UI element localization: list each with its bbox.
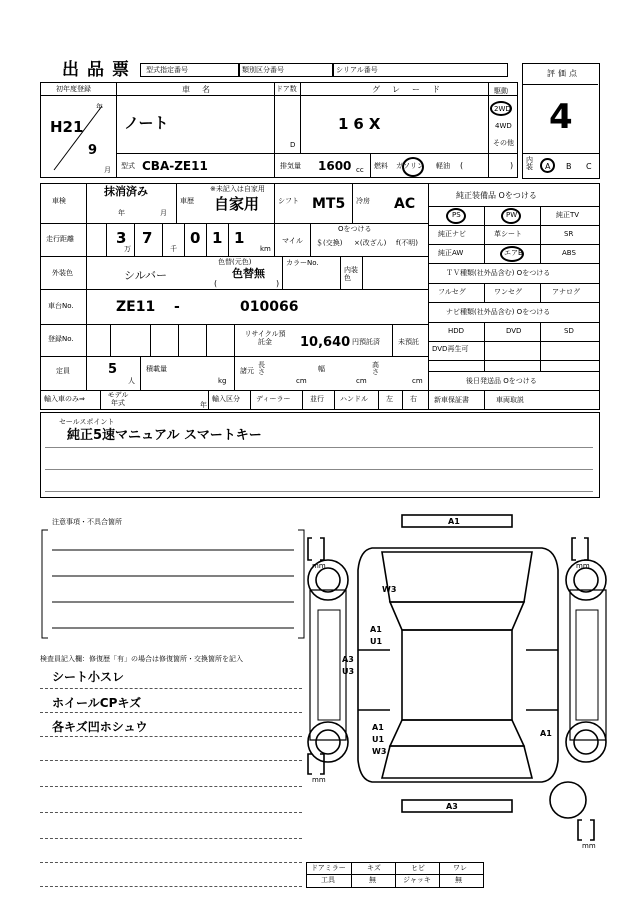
legend-tools-value: 無 (369, 876, 376, 884)
tv-type-title: ＴＶ種類(社外品含む) Oをつける (446, 269, 551, 277)
model-year-label: モデル年式 (107, 391, 129, 407)
mark-front-bumper: A1 (448, 517, 460, 526)
grade-value: 16X (338, 115, 386, 133)
dvd-playback-label: DVD再生可 (432, 345, 469, 353)
recycle-unpaid: 未預託 (398, 338, 419, 346)
fuel-diesel: 軽油 (436, 162, 450, 170)
type-designation-box (140, 63, 240, 77)
model-value: CBA-ZE11 (142, 159, 208, 173)
car-diagram (300, 510, 620, 880)
note-line-1: シート小スレ (52, 670, 125, 684)
history-note: ※未記入は自家用 (210, 185, 265, 193)
tv-analog: アナログ (552, 288, 580, 296)
mileage-digit-2: 7 (142, 229, 153, 247)
door-label: ドア数 (276, 85, 297, 93)
import-type-dealer: ディーラー (256, 395, 291, 403)
drive-label: 駆動 (494, 87, 508, 95)
legend-tools: 工具 (321, 876, 335, 884)
first-reg-year: H21 (50, 118, 84, 136)
rating-label: 評価点 (547, 69, 580, 78)
first-reg-month: 9 (88, 143, 98, 158)
dim-length-unit: cm (296, 377, 307, 385)
mileage-unit-man: 万 (124, 245, 131, 253)
mile-option-exchange: ＄(交換) (316, 239, 343, 247)
fuel-label: 燃料 (374, 162, 388, 170)
mile-label: マイル (282, 237, 303, 245)
sales-point-label: セールスポイント (59, 418, 115, 426)
load-label: 積載量 (146, 365, 167, 373)
serial-number-box (332, 63, 508, 77)
legend-scratch: キズ (367, 864, 381, 872)
equip-tv: 純正TV (556, 211, 580, 219)
chassis-prefix: ZE11 (116, 299, 156, 315)
equip-sr: SR (564, 230, 574, 238)
dim-length: 長さ (258, 361, 265, 376)
year-unit: 年 (96, 103, 103, 111)
ac-value: AC (394, 196, 416, 212)
import-type-parallel: 並行 (310, 395, 324, 403)
mark-rear-a1: A1 (372, 723, 384, 732)
car-name-label: 車 名 (182, 85, 212, 94)
mileage-label: 走行距離 (46, 235, 74, 243)
interior-grade-c: C (586, 162, 592, 171)
navi-dvd: DVD (506, 327, 522, 335)
inspection-value: 抹消済み (104, 185, 148, 198)
exterior-label: 外装色 (52, 269, 73, 277)
inspector-label: 検査員記入欄：修復歴「有」の場合は修復箇所・交換箇所を記入 (40, 655, 243, 663)
mark-side-u3: U3 (342, 667, 355, 676)
caution-bracket (40, 528, 310, 644)
import-label: 輸入車のみ⇒ (44, 395, 85, 403)
model-year-unit: 年 (200, 401, 207, 409)
interior-color-label: 内装色 (344, 266, 358, 283)
shift-value: MT5 (312, 196, 346, 212)
mark-rear-w3: W3 (372, 747, 387, 756)
capacity-unit: 人 (128, 377, 135, 385)
mm-rear-left: mm (312, 776, 326, 784)
interior-grade-a: A (545, 162, 551, 171)
form-title: 出品票 (62, 60, 137, 80)
tv-oneseg: ワンセグ (494, 288, 522, 296)
recycle-unit: 円預託済 (352, 338, 380, 346)
car-name: ノート (124, 114, 169, 132)
drive-other: その他 (493, 139, 514, 147)
sales-point-section (40, 412, 600, 498)
equip-aw: 純正AW (438, 249, 464, 257)
mark-door-u1: U1 (370, 637, 383, 646)
inspection-label: 車検 (52, 197, 66, 205)
mark-rear-u1: U1 (372, 735, 385, 744)
dims-label: 諸元 (240, 367, 254, 375)
displacement-value: 1600 (318, 159, 352, 173)
fuel-gasoline: ガソリン (396, 162, 424, 170)
tv-fullseg: フルセグ (438, 288, 466, 296)
capacity-value: 5 (108, 362, 118, 377)
mileage-unit-km: km (260, 245, 271, 253)
chassis-number: 010066 (240, 299, 299, 315)
mm-front-right: mm (576, 562, 590, 570)
color-no-label: カラーNo. (286, 259, 319, 267)
fuel-circle (402, 157, 424, 177)
handle-label: ハンドル (340, 395, 368, 403)
inspection-month-unit: 月 (160, 209, 167, 217)
chassis-dash: - (174, 299, 180, 315)
equip-pw: PW (506, 211, 518, 219)
genuine-equipment-title: 純正装備品 Oをつける (456, 191, 537, 200)
mile-option-tampered: ×(改ざん) (354, 239, 387, 247)
later-manual: 車両取説 (496, 396, 524, 404)
mm-spare: mm (582, 842, 596, 850)
model-label: 型式 (121, 162, 135, 170)
type-designation-label: 型式指定番号 (146, 66, 188, 74)
ac-label: 冷房 (356, 197, 370, 205)
navi-sd: SD (564, 327, 574, 335)
mark-hood-left: W3 (382, 585, 397, 594)
legend-jack-value: 無 (455, 876, 462, 884)
interior-label: 内装 (526, 156, 533, 171)
drive-2wd-circle (490, 101, 512, 116)
handle-right: 右 (410, 395, 417, 403)
repaint-value: 色替無 (232, 267, 265, 280)
legend-mirror: ドアミラー (311, 864, 346, 872)
capacity-label: 定員 (56, 367, 70, 375)
mileage-digit-4: 1 (212, 229, 223, 247)
equip-pw-circle (501, 208, 521, 224)
inspection-year-unit: 年 (118, 209, 125, 217)
drive-2wd: 2WD (494, 105, 511, 113)
equip-ps-circle (446, 208, 466, 224)
interior-grade-b: B (566, 162, 572, 171)
equip-navi: 純正ナビ (438, 230, 466, 238)
chassis-label: 車台No. (48, 302, 74, 310)
handle-left: 左 (386, 395, 393, 403)
import-type-label: 輸入区分 (212, 395, 240, 403)
mile-note: Oをつける (338, 225, 372, 233)
later-items-title: 後日発送品 Oをつける (466, 377, 537, 385)
class-number-label: 類別区分番号 (242, 66, 284, 74)
note-line-3: 各キズ凹ホシュウ (52, 720, 148, 734)
exterior-value: シルバー (124, 269, 167, 282)
recycle-label: リサイクル預託金 (244, 330, 286, 347)
class-number-box (238, 63, 334, 77)
mark-side-a3: A3 (342, 655, 354, 664)
note-line-2: ホイールCPキズ (52, 696, 142, 710)
navi-type-title: ナビ種類(社外品含む) Oをつける (446, 308, 551, 316)
serial-number-label: シリアル番号 (336, 66, 378, 74)
mark-door-a1: A1 (370, 625, 382, 634)
displacement-label: 排気量 (280, 162, 301, 170)
dim-width-unit: cm (356, 377, 367, 385)
mile-option-unknown: f(不明) (396, 239, 418, 247)
equip-airbag-circle (500, 246, 524, 262)
mileage-unit-sen: 千 (170, 245, 177, 253)
legend-table (306, 862, 484, 888)
reg-no-label: 登録No. (48, 335, 74, 343)
equip-ps: PS (452, 211, 461, 219)
legend-jack: ジャッキ (403, 876, 431, 884)
later-warranty: 新車保証書 (434, 396, 469, 404)
month-unit: 月 (104, 166, 111, 174)
recycle-value: 10,640 (300, 335, 351, 350)
grade-label: グ レ ー ド (372, 85, 442, 94)
mileage-digit-5: 1 (234, 229, 245, 247)
dim-height: 高さ (372, 361, 379, 376)
first-reg-label: 初年度登録 (56, 85, 91, 93)
navi-hdd: HDD (448, 327, 465, 335)
equip-abs: ABS (562, 249, 576, 257)
sales-point-text: 純正5速マニュアル スマートキー (67, 428, 262, 443)
mark-right-a1: A1 (540, 729, 552, 738)
load-unit: kg (218, 377, 227, 385)
history-label: 車歴 (180, 197, 194, 205)
shift-label: シフト (278, 197, 299, 205)
mark-rear-bumper: A3 (446, 802, 458, 811)
displacement-unit: cc (356, 166, 364, 174)
history-value: 自家用 (214, 195, 260, 213)
legend-crack: ヒビ (411, 864, 425, 872)
mileage-digit-3: 0 (190, 229, 201, 247)
equip-airbag: エアB (504, 249, 523, 257)
dim-width: 幅 (318, 365, 325, 373)
dim-height-unit: cm (412, 377, 423, 385)
legend-break: ワレ (453, 864, 467, 872)
interior-a-circle (540, 158, 555, 173)
equip-leather: 革シート (494, 230, 522, 238)
rating-value: 4 (549, 97, 573, 137)
mm-front-left: mm (312, 562, 326, 570)
repaint-label: 色替(元色) (218, 258, 252, 266)
mileage-digit-1: 3 (116, 229, 127, 247)
drive-4wd: 4WD (495, 122, 512, 130)
caution-label: 注意事項・不具合箇所 (52, 518, 122, 526)
door-value: D (290, 141, 296, 149)
